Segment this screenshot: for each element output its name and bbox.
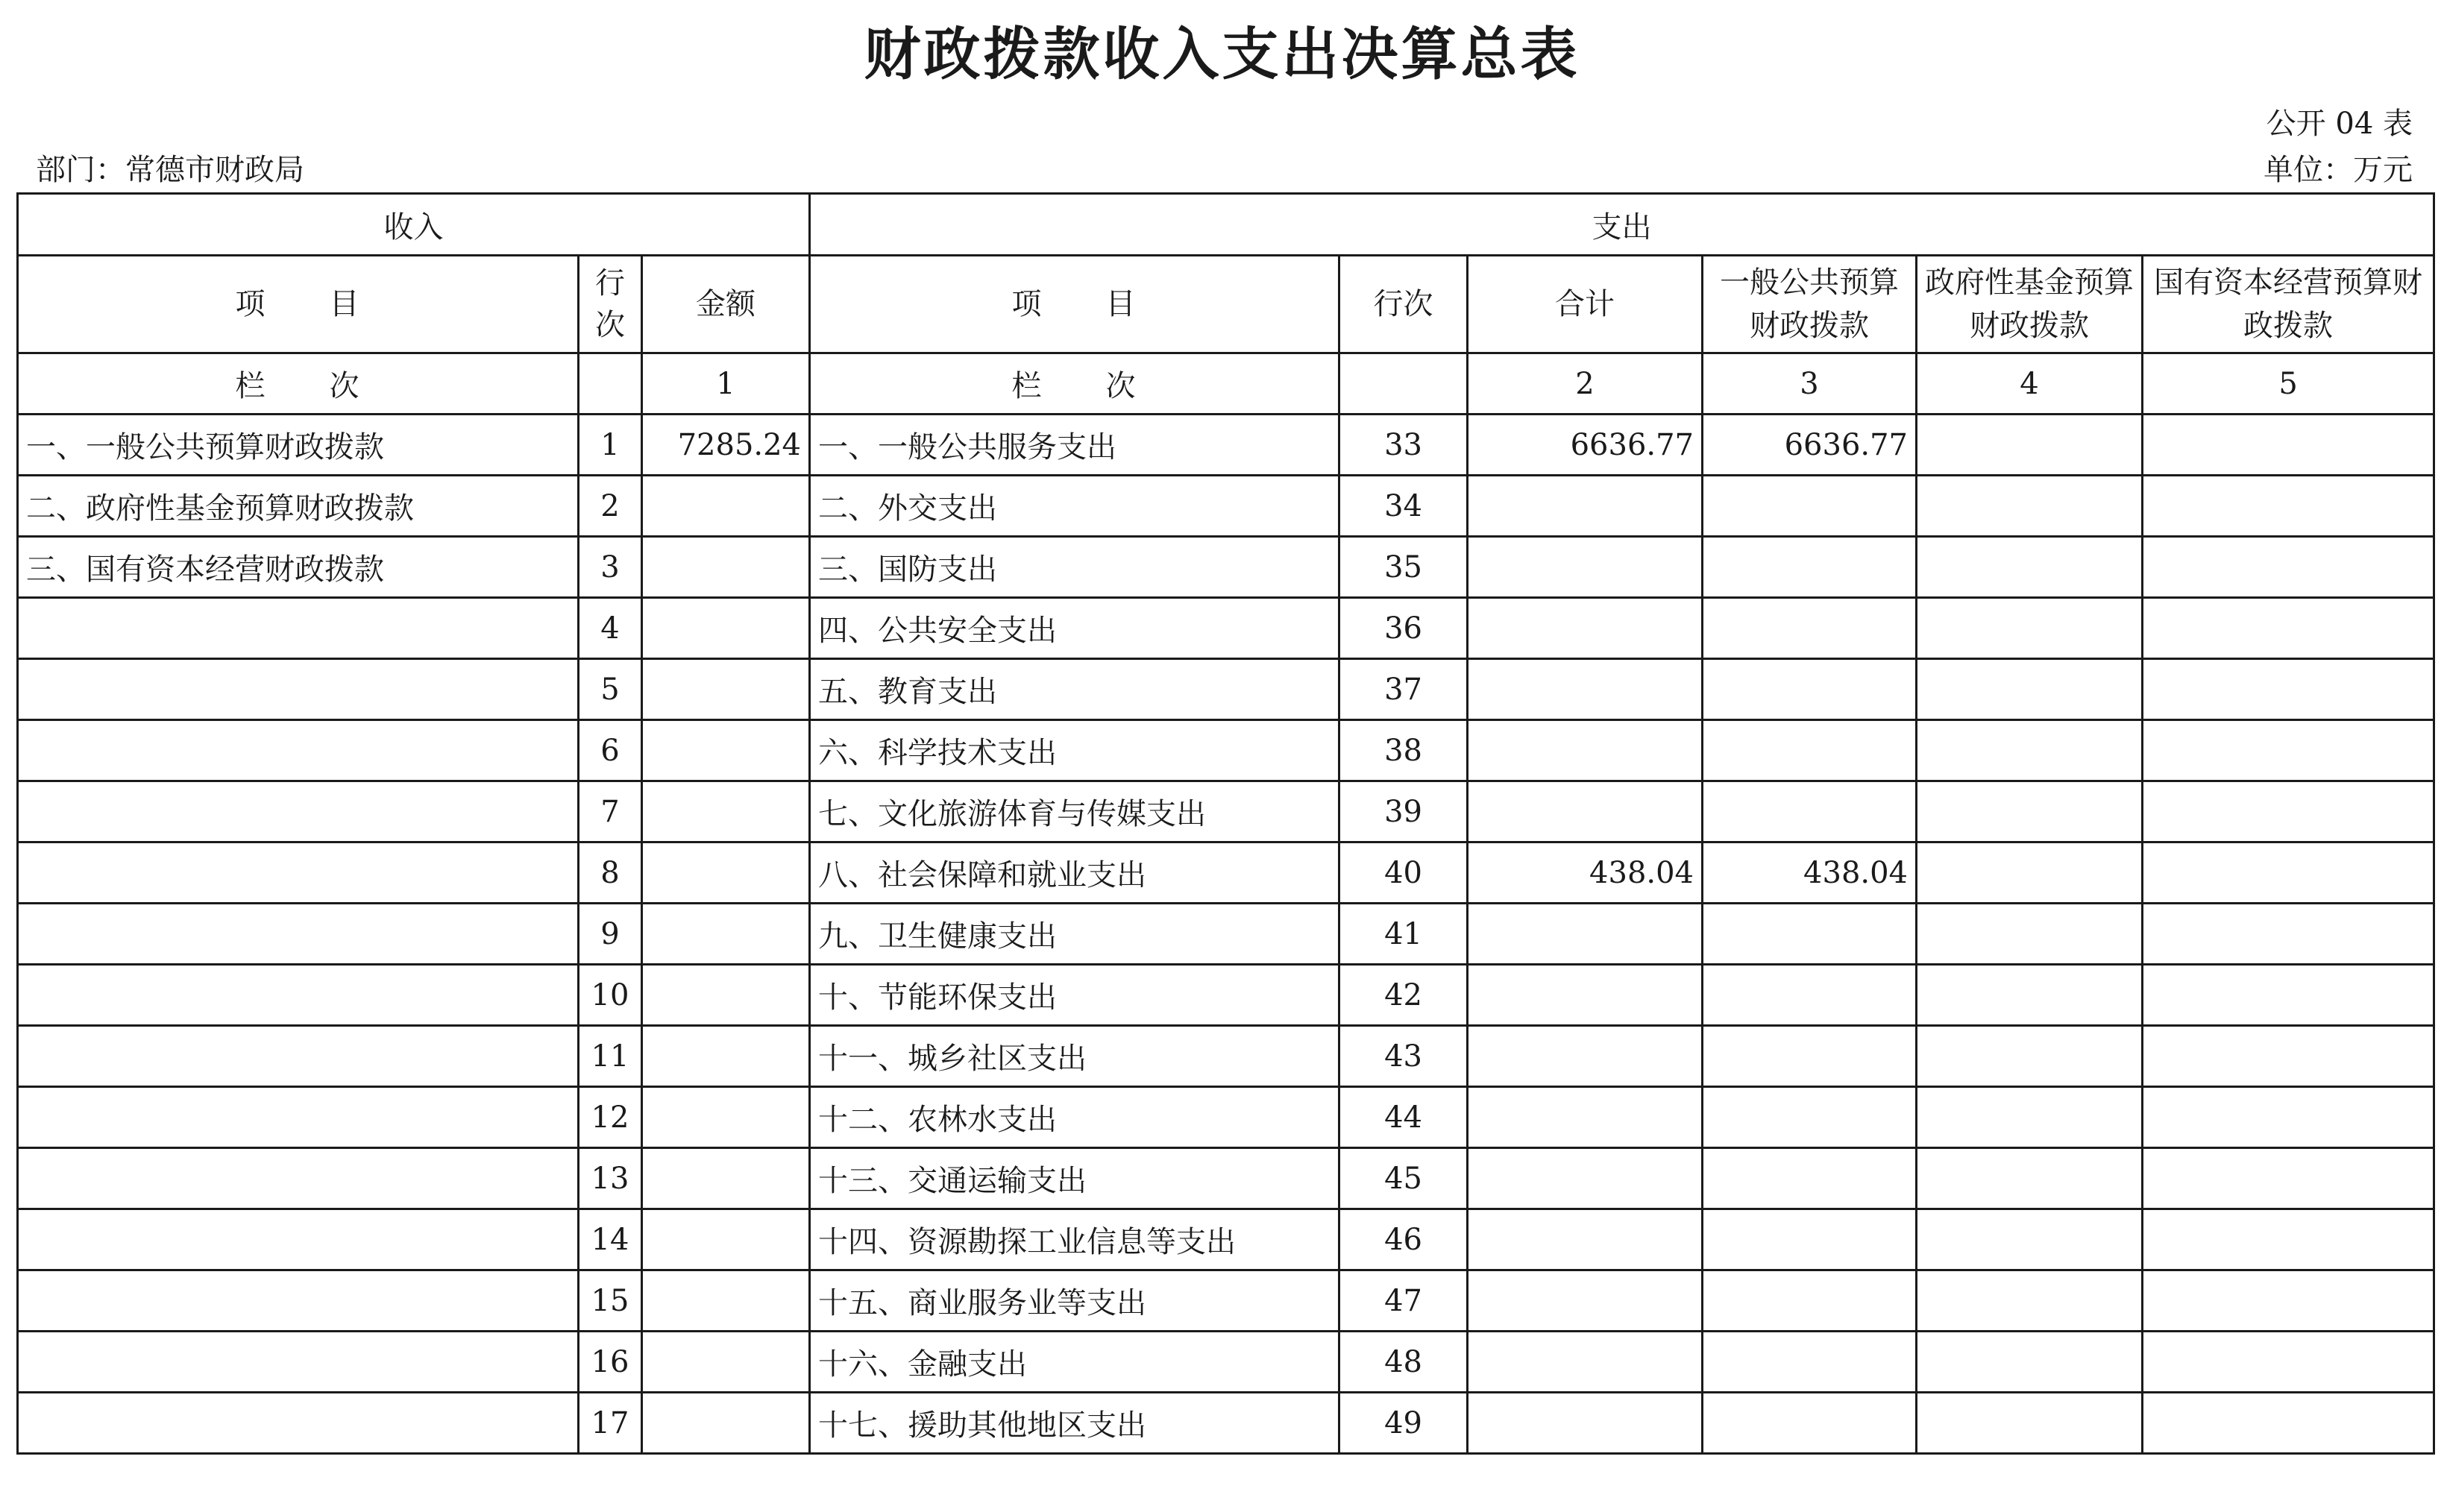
- income-item-cell: [18, 1087, 579, 1148]
- general-budget-cell: 438.04: [1703, 842, 1917, 904]
- general-budget-cell: [1703, 1270, 1917, 1332]
- income-item-cell: [18, 842, 579, 904]
- expenditure-item-cell: 十五、商业服务业等支出: [810, 1270, 1339, 1332]
- income-item-cell: [18, 781, 579, 842]
- table-row: [18, 720, 2434, 781]
- state-capital-cell: [2143, 720, 2434, 781]
- income-row-no-cell: 12: [579, 1087, 642, 1148]
- expenditure-item-cell: 十四、资源勘探工业信息等支出: [810, 1209, 1339, 1270]
- income-amount-cell: [642, 537, 810, 598]
- income-item-cell: [18, 1393, 579, 1454]
- state-capital-cell: [2143, 1209, 2434, 1270]
- expenditure-row-no-cell: 48: [1339, 1332, 1468, 1393]
- table-row: [18, 415, 2434, 476]
- gov-fund-cell: [1917, 1270, 2143, 1332]
- general-budget-cell: [1703, 781, 1917, 842]
- total-cell: [1468, 598, 1703, 659]
- total-cell: [1468, 1026, 1703, 1087]
- table-body: [18, 194, 2434, 1454]
- income-row-no-cell: 16: [579, 1332, 642, 1393]
- state-capital-cell: [2143, 965, 2434, 1026]
- expenditure-row-no-cell: 33: [1339, 415, 1468, 476]
- column-number-5: 5: [2143, 353, 2434, 415]
- expenditure-row-no-cell: 35: [1339, 537, 1468, 598]
- general-budget-cell: [1703, 1332, 1917, 1393]
- income-row-no-cell: 7: [579, 781, 642, 842]
- total-cell: [1468, 1332, 1703, 1393]
- expenditure-item-cell: 七、文化旅游体育与传媒支出: [810, 781, 1339, 842]
- expenditure-item-cell: 三、国防支出: [810, 537, 1339, 598]
- income-amount-header: 金额: [642, 256, 810, 353]
- income-row-no-cell: 10: [579, 965, 642, 1026]
- income-row-no-cell: 3: [579, 537, 642, 598]
- state-capital-cell: [2143, 415, 2434, 476]
- column-number-3: 3: [1703, 353, 1917, 415]
- gov-fund-cell: [1917, 476, 2143, 537]
- total-cell: [1468, 1393, 1703, 1454]
- expenditure-item-cell: 二、外交支出: [810, 476, 1339, 537]
- general-budget-cell: [1703, 1026, 1917, 1087]
- gov-fund-cell: [1917, 1087, 2143, 1148]
- table-row: [18, 1087, 2434, 1148]
- income-row-no-cell: 8: [579, 842, 642, 904]
- expenditure-item-cell: 一、一般公共服务支出: [810, 415, 1339, 476]
- gov-fund-cell: [1917, 598, 2143, 659]
- department-label: 部门：常德市财政局: [36, 153, 304, 187]
- table-row: [18, 904, 2434, 965]
- income-row-no-cell: 6: [579, 720, 642, 781]
- general-budget-cell: [1703, 965, 1917, 1026]
- income-amount-cell: [642, 1148, 810, 1209]
- state-capital-cell: [2143, 598, 2434, 659]
- header-row-sections: [18, 194, 2434, 256]
- gov-fund-cell: [1917, 1026, 2143, 1087]
- income-amount-cell: [642, 1270, 810, 1332]
- income-amount-cell: [642, 781, 810, 842]
- expenditure-item-cell: 九、卫生健康支出: [810, 904, 1339, 965]
- general-budget-cell: [1703, 659, 1917, 720]
- income-item-cell: [18, 904, 579, 965]
- income-item-cell: 二、政府性基金预算财政拨款: [18, 476, 579, 537]
- gov-fund-cell: [1917, 1148, 2143, 1209]
- gov-fund-header: 政府性基金预算财政拨款: [1917, 256, 2143, 353]
- income-item-cell: [18, 1026, 579, 1087]
- empty-cell: [579, 353, 642, 415]
- empty-cell: [1339, 353, 1468, 415]
- state-capital-cell: [2143, 659, 2434, 720]
- income-row-no-cell: 11: [579, 1026, 642, 1087]
- state-capital-cell: [2143, 1026, 2434, 1087]
- income-row-no-cell: 1: [579, 415, 642, 476]
- expenditure-row-no-cell: 43: [1339, 1026, 1468, 1087]
- income-column-no-label: 栏 次: [18, 353, 579, 415]
- gov-fund-cell: [1917, 1393, 2143, 1454]
- expenditure-header: 支出: [810, 194, 2434, 256]
- state-capital-header: 国有资本经营预算财政拨款: [2143, 256, 2434, 353]
- income-row-no-cell: 9: [579, 904, 642, 965]
- total-cell: [1468, 965, 1703, 1026]
- state-capital-cell: [2143, 842, 2434, 904]
- income-item-cell: [18, 1270, 579, 1332]
- expenditure-row-no-cell: 44: [1339, 1087, 1468, 1148]
- income-row-no-cell: 15: [579, 1270, 642, 1332]
- total-cell: [1468, 1270, 1703, 1332]
- expenditure-item-cell: 四、公共安全支出: [810, 598, 1339, 659]
- table-row: [18, 598, 2434, 659]
- income-item-cell: [18, 659, 579, 720]
- table-row: [18, 842, 2434, 904]
- income-item-cell: [18, 965, 579, 1026]
- total-header: 合计: [1468, 256, 1703, 353]
- income-amount-cell: [642, 965, 810, 1026]
- form-number: 公开 04 表: [2266, 107, 2413, 141]
- state-capital-cell: [2143, 1148, 2434, 1209]
- income-amount-cell: [642, 659, 810, 720]
- income-row-no-cell: 2: [579, 476, 642, 537]
- header-row-columns: [18, 256, 2434, 353]
- total-cell: 6636.77: [1468, 415, 1703, 476]
- gov-fund-cell: [1917, 965, 2143, 1026]
- state-capital-cell: [2143, 1087, 2434, 1148]
- expenditure-row-no-cell: 34: [1339, 476, 1468, 537]
- gov-fund-cell: [1917, 1209, 2143, 1270]
- column-number-1: 1: [642, 353, 810, 415]
- income-amount-cell: [642, 842, 810, 904]
- total-cell: [1468, 1209, 1703, 1270]
- total-cell: [1468, 1148, 1703, 1209]
- total-cell: [1468, 904, 1703, 965]
- table-row: [18, 1332, 2434, 1393]
- income-row-no-cell: 5: [579, 659, 642, 720]
- income-item-cell: 三、国有资本经营财政拨款: [18, 537, 579, 598]
- expenditure-row-no-cell: 39: [1339, 781, 1468, 842]
- income-item-cell: 一、一般公共预算财政拨款: [18, 415, 579, 476]
- expenditure-item-cell: 十三、交通运输支出: [810, 1148, 1339, 1209]
- table-row: [18, 476, 2434, 537]
- income-item-cell: [18, 1148, 579, 1209]
- expenditure-item-cell: 八、社会保障和就业支出: [810, 842, 1339, 904]
- expenditure-column-no-label: 栏 次: [810, 353, 1339, 415]
- page-title: 财政拨款收入支出决算总表: [864, 21, 1580, 87]
- header-row-column-numbers: [18, 353, 2434, 415]
- total-cell: [1468, 781, 1703, 842]
- expenditure-item-cell: 十二、农林水支出: [810, 1087, 1339, 1148]
- general-budget-cell: [1703, 1087, 1917, 1148]
- income-amount-cell: [642, 476, 810, 537]
- expenditure-item-cell: 十、节能环保支出: [810, 965, 1339, 1026]
- expenditure-row-no-cell: 36: [1339, 598, 1468, 659]
- income-amount-cell: 7285.24: [642, 415, 810, 476]
- general-budget-cell: [1703, 476, 1917, 537]
- income-item-cell: [18, 1209, 579, 1270]
- general-budget-header: 一般公共预算财政拨款: [1703, 256, 1917, 353]
- expenditure-item-cell: 五、教育支出: [810, 659, 1339, 720]
- income-item-header: 项 目: [18, 256, 579, 353]
- state-capital-cell: [2143, 537, 2434, 598]
- expenditure-item-cell: 十七、援助其他地区支出: [810, 1393, 1339, 1454]
- state-capital-cell: [2143, 1393, 2434, 1454]
- expenditure-item-cell: 六、科学技术支出: [810, 720, 1339, 781]
- income-amount-cell: [642, 1026, 810, 1087]
- expenditure-row-no-cell: 45: [1339, 1148, 1468, 1209]
- general-budget-cell: [1703, 1148, 1917, 1209]
- expenditure-row-no-cell: 49: [1339, 1393, 1468, 1454]
- income-row-no-header: 行 次: [579, 256, 642, 353]
- table-row: [18, 659, 2434, 720]
- total-cell: [1468, 476, 1703, 537]
- gov-fund-cell: [1917, 659, 2143, 720]
- income-row-no-cell: 14: [579, 1209, 642, 1270]
- expenditure-row-no-cell: 42: [1339, 965, 1468, 1026]
- income-header: 收入: [18, 194, 810, 256]
- table-row: [18, 781, 2434, 842]
- general-budget-cell: [1703, 537, 1917, 598]
- total-cell: 438.04: [1468, 842, 1703, 904]
- income-amount-cell: [642, 598, 810, 659]
- table-row: [18, 1393, 2434, 1454]
- expenditure-item-header: 项 目: [810, 256, 1339, 353]
- expenditure-row-no-cell: 40: [1339, 842, 1468, 904]
- gov-fund-cell: [1917, 842, 2143, 904]
- total-cell: [1468, 537, 1703, 598]
- income-amount-cell: [642, 1209, 810, 1270]
- general-budget-cell: 6636.77: [1703, 415, 1917, 476]
- general-budget-cell: [1703, 1393, 1917, 1454]
- state-capital-cell: [2143, 476, 2434, 537]
- income-amount-cell: [642, 1087, 810, 1148]
- gov-fund-cell: [1917, 781, 2143, 842]
- income-item-cell: [18, 598, 579, 659]
- income-item-cell: [18, 720, 579, 781]
- total-cell: [1468, 720, 1703, 781]
- expenditure-row-no-cell: 46: [1339, 1209, 1468, 1270]
- gov-fund-cell: [1917, 720, 2143, 781]
- income-item-cell: [18, 1332, 579, 1393]
- table-row: [18, 965, 2434, 1026]
- table-row: [18, 1209, 2434, 1270]
- expenditure-row-no-cell: 47: [1339, 1270, 1468, 1332]
- income-amount-cell: [642, 1393, 810, 1454]
- income-amount-cell: [642, 1332, 810, 1393]
- income-amount-cell: [642, 904, 810, 965]
- expenditure-row-no-cell: 38: [1339, 720, 1468, 781]
- gov-fund-cell: [1917, 537, 2143, 598]
- gov-fund-cell: [1917, 415, 2143, 476]
- table-row: [18, 1148, 2434, 1209]
- general-budget-cell: [1703, 1209, 1917, 1270]
- state-capital-cell: [2143, 781, 2434, 842]
- budget-table: [16, 192, 2435, 1455]
- gov-fund-cell: [1917, 1332, 2143, 1393]
- unit-label: 单位：万元: [2264, 153, 2413, 187]
- income-amount-cell: [642, 720, 810, 781]
- expenditure-item-cell: 十一、城乡社区支出: [810, 1026, 1339, 1087]
- table-row: [18, 1270, 2434, 1332]
- general-budget-cell: [1703, 598, 1917, 659]
- expenditure-row-no-cell: 41: [1339, 904, 1468, 965]
- income-row-no-cell: 17: [579, 1393, 642, 1454]
- state-capital-cell: [2143, 904, 2434, 965]
- expenditure-row-no-cell: 37: [1339, 659, 1468, 720]
- total-cell: [1468, 1087, 1703, 1148]
- state-capital-cell: [2143, 1332, 2434, 1393]
- column-number-2: 2: [1468, 353, 1703, 415]
- general-budget-cell: [1703, 904, 1917, 965]
- general-budget-cell: [1703, 720, 1917, 781]
- table-row: [18, 537, 2434, 598]
- expenditure-item-cell: 十六、金融支出: [810, 1332, 1339, 1393]
- total-cell: [1468, 659, 1703, 720]
- expenditure-row-no-header: 行次: [1339, 256, 1468, 353]
- gov-fund-cell: [1917, 904, 2143, 965]
- income-row-no-cell: 4: [579, 598, 642, 659]
- column-number-4: 4: [1917, 353, 2143, 415]
- income-row-no-cell: 13: [579, 1148, 642, 1209]
- state-capital-cell: [2143, 1270, 2434, 1332]
- table-row: [18, 1026, 2434, 1087]
